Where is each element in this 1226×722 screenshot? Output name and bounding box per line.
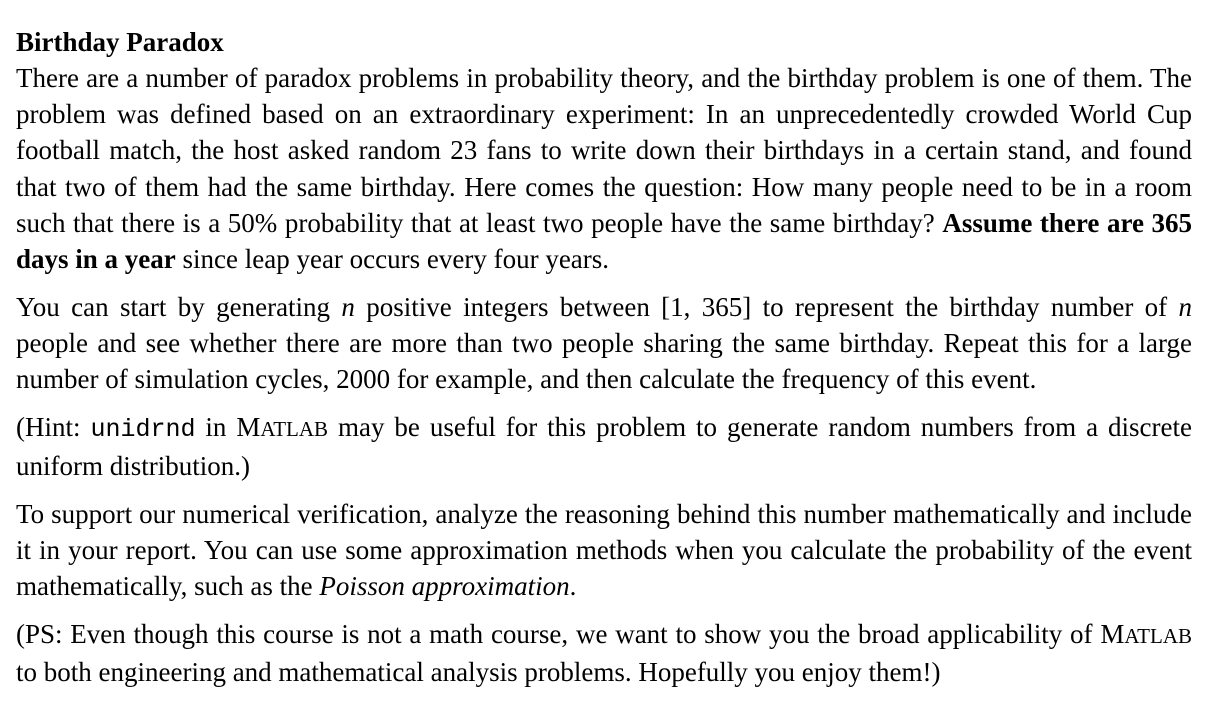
math-variable-n: n bbox=[341, 291, 355, 322]
hint-text-end: may be useful for this problem to generate random numbers from a discrete uniform distribution.) bbox=[16, 411, 1192, 482]
paragraph-simulation bbox=[16, 289, 1192, 398]
paragraph-hint bbox=[16, 409, 1192, 484]
simulation-text: You can start by generating bbox=[16, 291, 342, 322]
paragraph-ps bbox=[16, 616, 1192, 690]
matlab-wordmark: MATLAB bbox=[236, 411, 329, 442]
matlab-wordmark: MATLAB bbox=[1100, 618, 1192, 649]
intro-text-end: since leap year occurs every four years. bbox=[175, 244, 610, 275]
hint-text-mid: in bbox=[195, 411, 237, 442]
math-variable-n: n bbox=[1178, 291, 1192, 322]
simulation-text-end: people and see whether there are more than two people sharing the same birthday. Repeat this for a large number of simulation cycles, 2000 for example, and then calculate the frequency of this event. bbox=[16, 327, 1192, 395]
intro-text: There are a number of paradox problems in probability theory, and the birthday problem is one of them. The problem was defined based on an extraordinary experiment: In an unprecedentedly crowded World Cup football match, the host asked random 23 fans to write down their birthdays in a certain stand, and found that two of them had the same birthday. Here comes the question: How many people need to be in a room such that there is a 50% probability that at least two people have the same birthday? bbox=[16, 63, 1192, 238]
intro-emphasis: Assume there are 365 days in a year bbox=[16, 207, 1192, 275]
simulation-text-mid: positive integers between [1, 365] to represent the birthday number of bbox=[354, 291, 1179, 322]
analysis-text: To support our numerical verification, analyze the reasoning behind this number mathematically and include it in your report. You can use some approximation methods when you calculate the probability of the event mathematically, such as the bbox=[16, 498, 1192, 602]
document-body bbox=[16, 24, 1192, 690]
paragraph-analysis bbox=[16, 496, 1192, 605]
paragraph-intro bbox=[16, 60, 1192, 277]
analysis-text-end: . bbox=[569, 571, 577, 602]
ps-text-end: to both engineering and mathematical analysis problems. Hopefully you enjoy them!) bbox=[16, 657, 941, 688]
code-function-name: unidrnd bbox=[90, 414, 196, 444]
ps-text: (PS: Even though this course is not a math course, we want to show you the broad applicability of bbox=[16, 618, 1101, 649]
section-title: Birthday Paradox bbox=[16, 27, 224, 57]
hint-text: (Hint: bbox=[16, 411, 91, 442]
analysis-method: Poisson approximation bbox=[319, 571, 570, 602]
